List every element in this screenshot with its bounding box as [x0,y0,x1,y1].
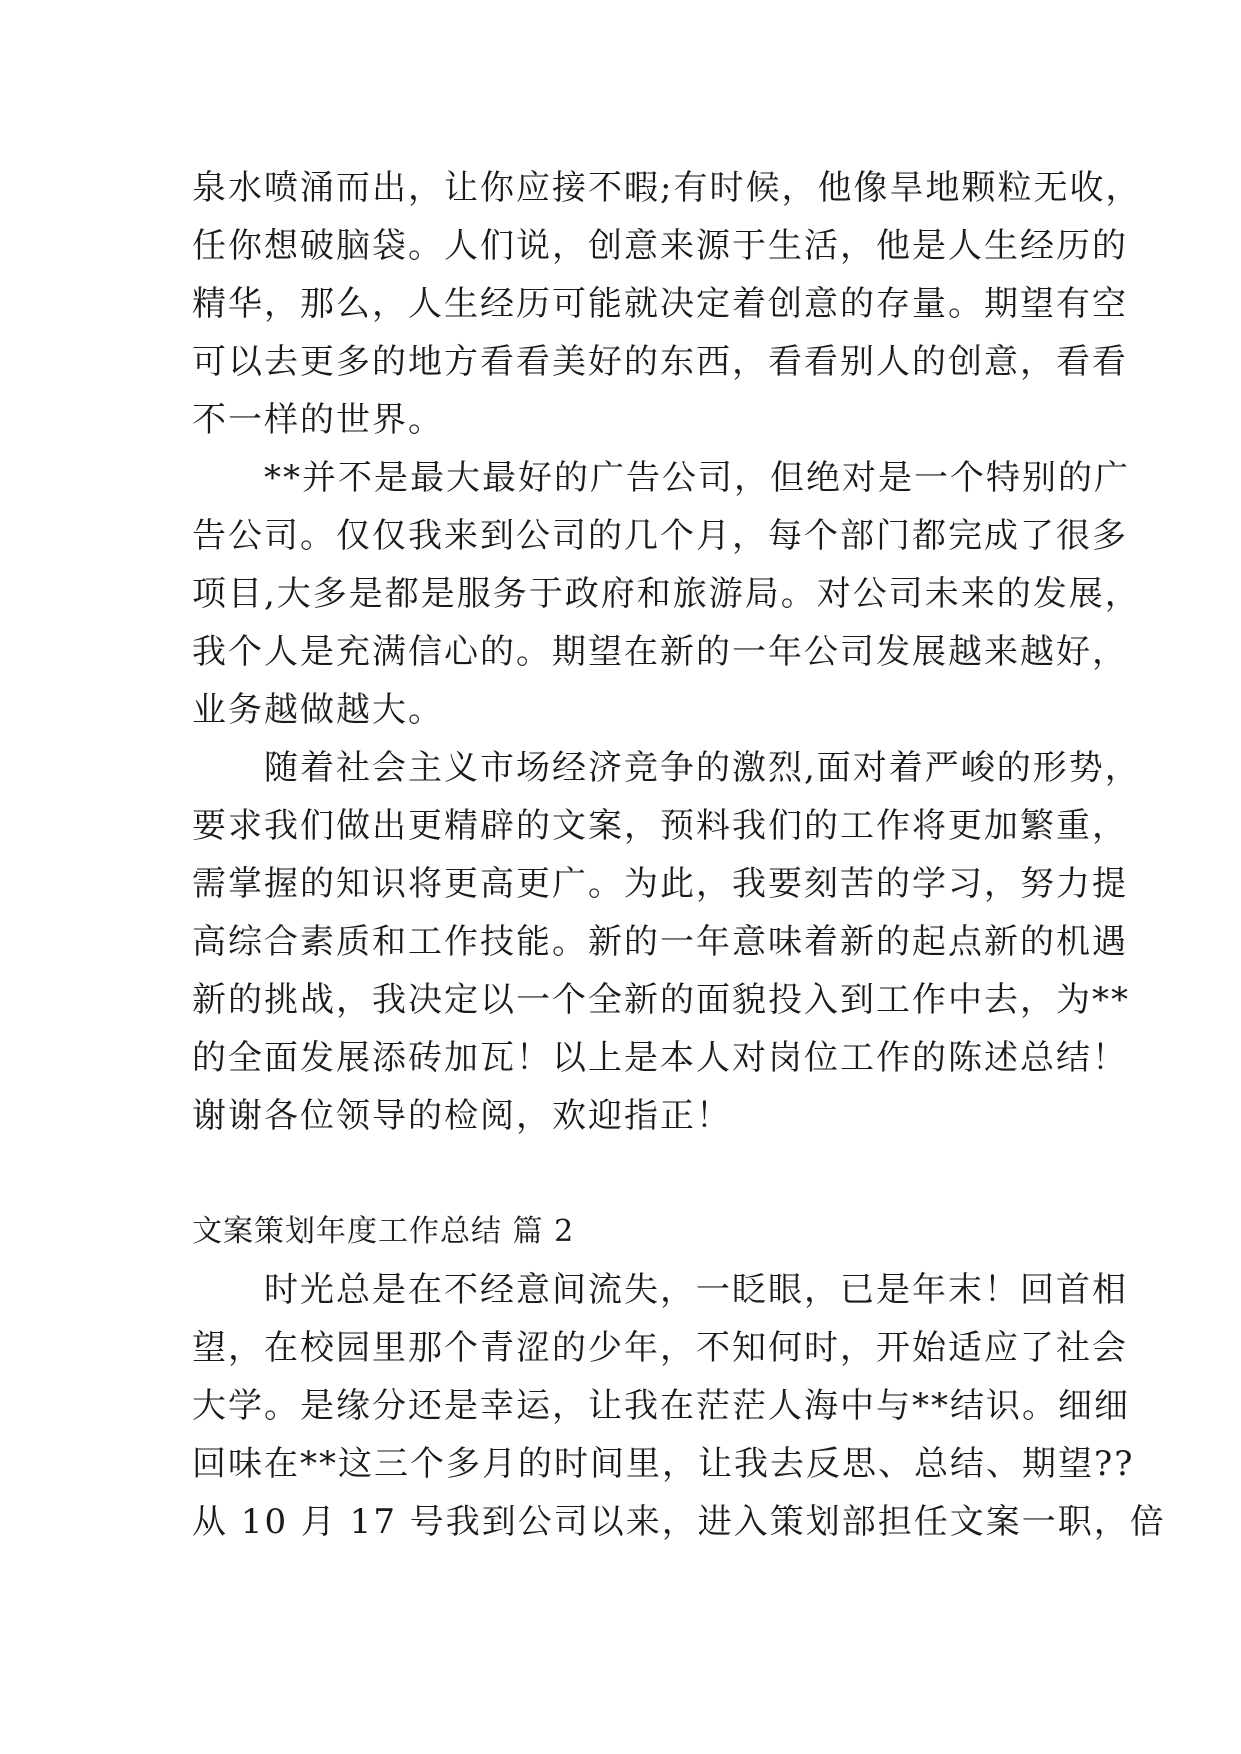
paragraph-line: 精华，那么，人生经历可能就决定着创意的存量。期望有空 [192,284,1128,324]
paragraph-line: 需掌握的知识将更高更广。为此，我要刻苦的学习，努力提 [192,864,1128,904]
paragraph-line: 泉水喷涌而出，让你应接不暇;有时候，他像旱地颗粒无收， [192,168,1142,208]
paragraph-line: 业务越做越大。 [192,690,444,730]
paragraph-line: 的全面发展添砖加瓦！以上是本人对岗位工作的陈述总结！ [192,1038,1128,1078]
paragraph-line: **并不是最大最好的广告公司，但绝对是一个特别的广 [192,458,1130,498]
paragraph-line: 告公司。仅仅我来到公司的几个月，每个部门都完成了很多 [192,516,1128,556]
section-heading: 文案策划年度工作总结 篇 2 [192,1214,575,1249]
paragraph-line: 可以去更多的地方看看美好的东西，看看别人的创意，看看 [192,342,1128,382]
paragraph-line: 我个人是充满信心的。期望在新的一年公司发展越来越好， [192,632,1128,672]
paragraph-line: 要求我们做出更精辟的文案，预料我们的工作将更加繁重， [192,806,1128,846]
paragraph-line: 谢谢各位领导的检阅，欢迎指正！ [192,1096,732,1136]
paragraph-line: 望，在校园里那个青涩的少年，不知何时，开始适应了社会 [192,1328,1128,1368]
paragraph-line: 从 10 月 17 号我到公司以来，进入策划部担任文案一职，倍 [192,1502,1166,1542]
paragraph-line: 新的挑战，我决定以一个全新的面貌投入到工作中去，为** [192,980,1130,1020]
paragraph-line: 项目,大多是都是服务于政府和旅游局。对公司未来的发展， [192,574,1141,614]
paragraph-line: 大学。是缘分还是幸运，让我在茫茫人海中与**结识。细细 [192,1386,1130,1426]
paragraph-line: 不一样的世界。 [192,400,444,440]
paragraph-line: 任你想破脑袋。人们说，创意来源于生活，他是人生经历的 [192,226,1128,266]
paragraph-line: 高综合素质和工作技能。新的一年意味着新的起点新的机遇 [192,922,1128,962]
paragraph-line: 时光总是在不经意间流失，一眨眼，已是年末！回首相 [192,1270,1128,1310]
paragraph-line: 回味在**这三个多月的时间里，让我去反思、总结、期望?? [192,1444,1135,1484]
paragraph-line: 随着社会主义市场经济竞争的激烈,面对着严峻的形势， [192,748,1141,788]
